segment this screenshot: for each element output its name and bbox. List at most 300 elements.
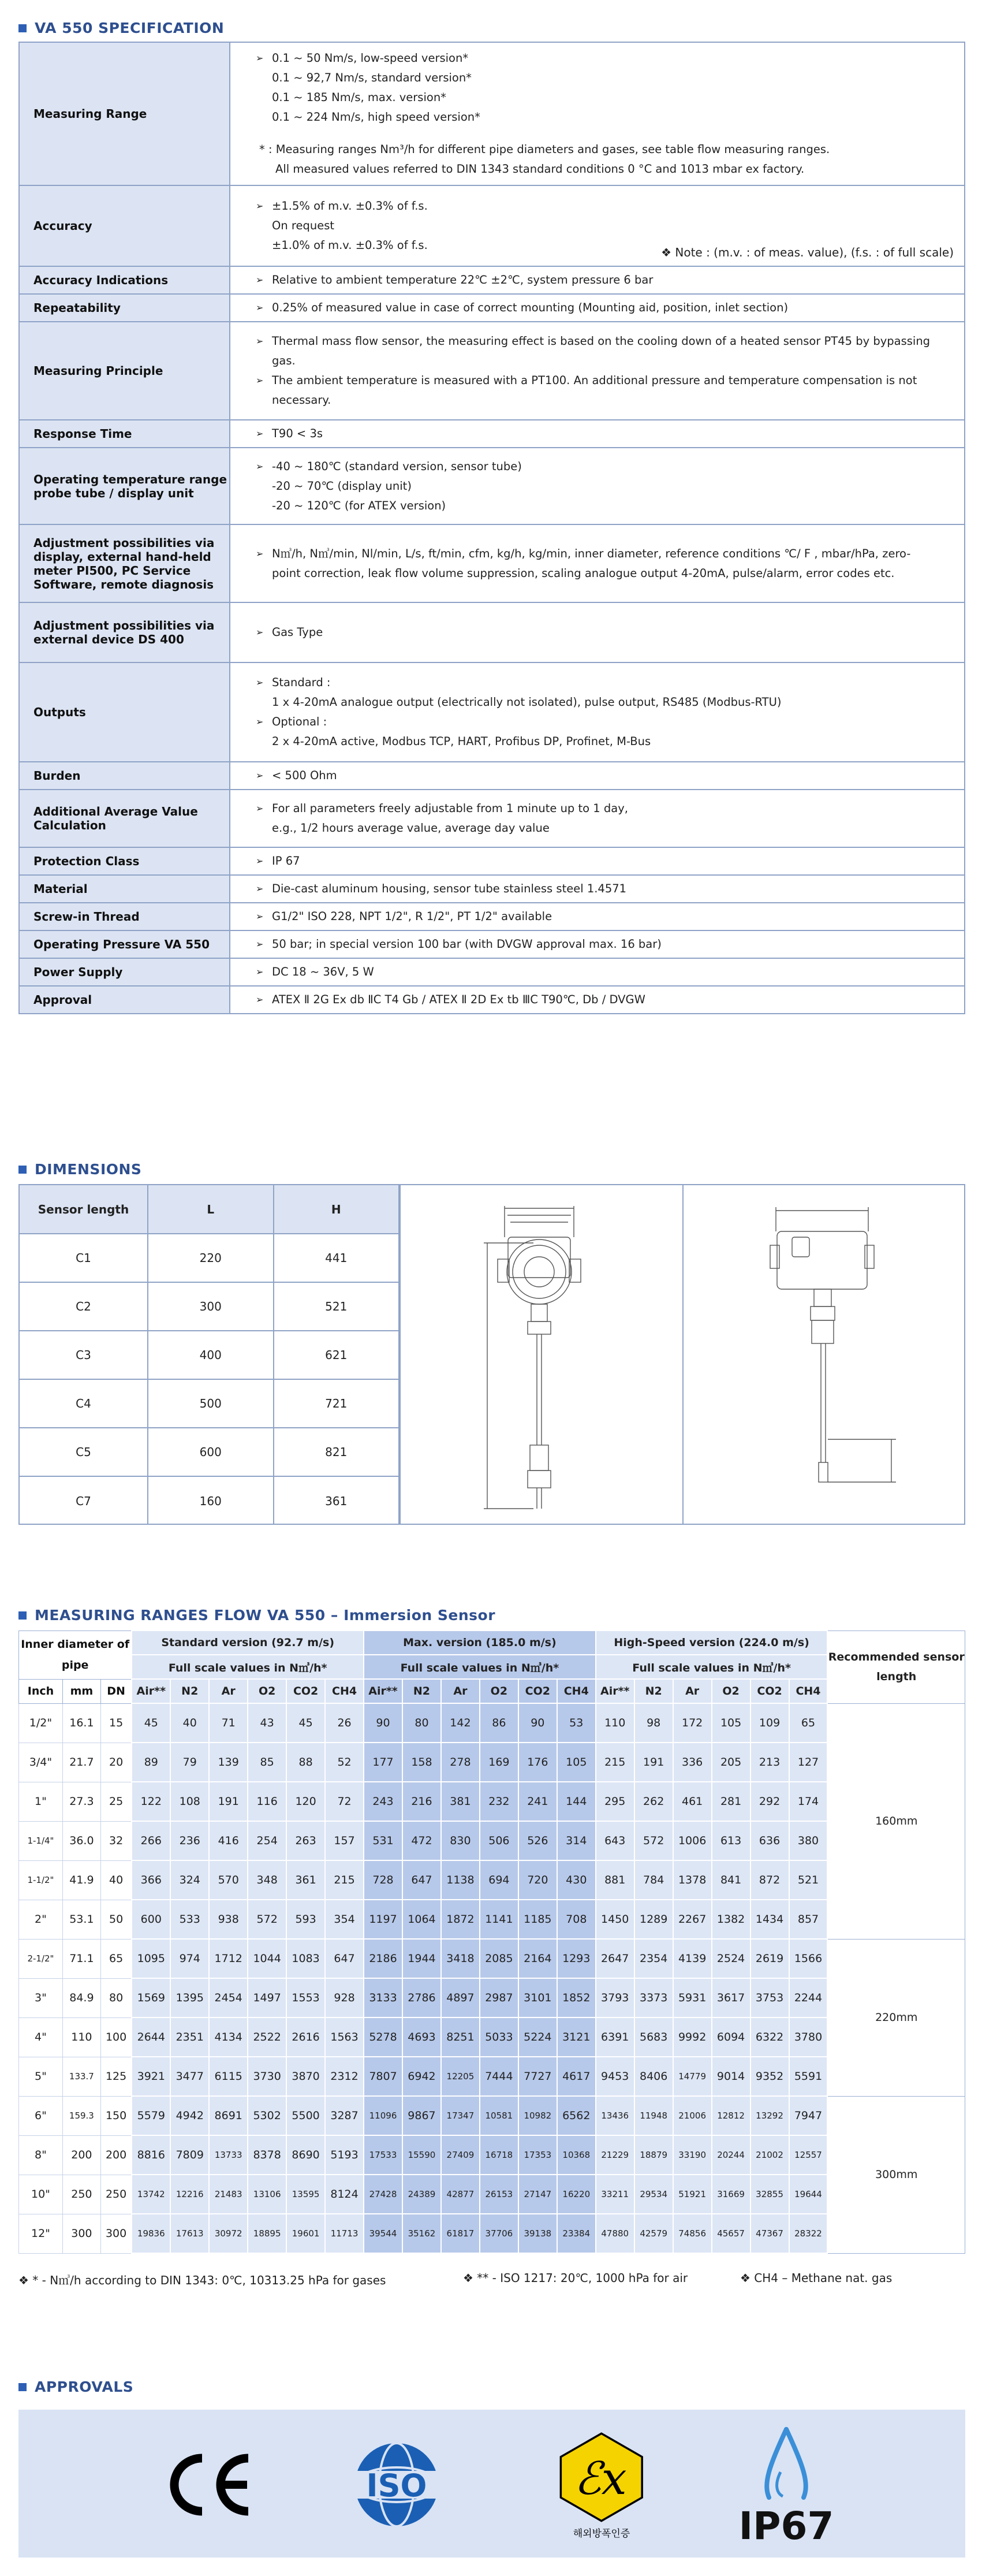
recommended-length-cell: 160mm	[827, 1703, 965, 1939]
flow-cell: 9867	[402, 2096, 441, 2135]
flow-cell: 2354	[634, 1939, 673, 1978]
flow-cell: 3793	[596, 1978, 634, 2017]
flow-gas-header: O2	[480, 1679, 518, 1703]
flow-cell: 40	[170, 1703, 209, 1743]
flow-cell: 6391	[596, 2017, 634, 2057]
flow-table-body	[19, 1703, 965, 2253]
flow-cell: 15590	[402, 2135, 441, 2175]
flow-cell: 13292	[750, 2096, 789, 2135]
spec-line: ➢ G1/2" ISO 228, NPT 1/2", R 1/2", PT 1/2" available	[256, 907, 964, 926]
ip67-logo	[734, 2426, 838, 2549]
flow-cell: 430	[557, 1860, 596, 1900]
flow-cell: 2524	[712, 1939, 750, 1978]
flow-gas-header: Air**	[596, 1679, 634, 1703]
spec-line: ➢ 0.1 ~ 50 Nm/s, low-speed version*	[256, 49, 964, 68]
flow-cell: 4897	[441, 1978, 480, 2017]
spec-row-power	[19, 958, 965, 986]
flow-cell: 5"	[19, 2057, 63, 2096]
ex-logo	[550, 2430, 654, 2543]
front-view-drawing	[399, 1185, 682, 1524]
dim-cell: C5	[20, 1428, 148, 1476]
flow-cell: 5500	[286, 2096, 325, 2135]
sensor-side-view-icon	[684, 1185, 965, 1524]
flow-cell: 1395	[170, 1978, 209, 2017]
flow-cell: 381	[441, 1782, 480, 1821]
spec-row-response	[19, 420, 965, 448]
flow-cell: 1852	[557, 1978, 596, 2017]
flow-cell: 3780	[789, 2017, 828, 2057]
spec-label: Measuring Range	[19, 42, 230, 185]
spec-line: necessary.	[272, 393, 331, 407]
flow-cell: 27.3	[62, 1782, 100, 1821]
flow-cell: 17533	[364, 2135, 402, 2175]
flow-cell: 3121	[557, 2017, 596, 2057]
footnote-ch4: ❖ CH4 – Methane nat. gas	[740, 2271, 893, 2285]
flow-cell: 8691	[209, 2096, 248, 2135]
accuracy-note: ❖ Note : (m.v. : of meas. value), (f.s. : of full scale)	[661, 245, 954, 259]
flow-cell: 216	[402, 1782, 441, 1821]
table-row	[19, 1821, 965, 1860]
flow-cell: 1450	[596, 1900, 634, 1939]
recommended-length-cell: 300mm	[827, 2096, 965, 2253]
flow-cell: 8251	[441, 2017, 480, 2057]
spec-row-protection	[19, 847, 965, 875]
spec-line: ➢ -40 ~ 180℃ (standard version, sensor tube)	[256, 457, 964, 477]
flow-cell: 348	[248, 1860, 286, 1900]
spec-line: On request	[272, 219, 335, 232]
spec-note: * : Measuring ranges Nm³/h for different pipe diameters and gases, see table flow measuring ranges.	[259, 143, 830, 156]
spec-line: ➢ 0.25% of measured value in case of correct mounting (Mounting aid, position, inlet section)	[256, 298, 964, 318]
flow-gas-header: CH4	[789, 1679, 828, 1703]
table-row	[19, 1978, 965, 2017]
flow-cell: 314	[557, 1821, 596, 1860]
flow-cell: 3477	[170, 2057, 209, 2096]
spec-row-burden	[19, 762, 965, 790]
spec-label: Response Time	[19, 420, 230, 448]
spec-label: Repeatability	[19, 294, 230, 322]
dim-cell: 721	[274, 1379, 399, 1428]
flow-cell: 6115	[209, 2057, 248, 2096]
table-row	[20, 1476, 399, 1525]
flow-cell: 1712	[209, 1939, 248, 1978]
spec-value	[230, 266, 965, 294]
flow-gas-header: CO2	[750, 1679, 789, 1703]
flow-cell: 720	[518, 1860, 557, 1900]
flow-header-full-scale: Full scale values in N㎥/h*	[364, 1655, 596, 1679]
dim-cell: 400	[148, 1331, 274, 1379]
flow-cell: 32	[100, 1821, 132, 1860]
flow-cell: 125	[100, 2057, 132, 2096]
spec-line: ➢ 50 bar; in special version 100 bar (with DVGW approval max. 16 bar)	[256, 935, 964, 954]
flow-cell: 2"	[19, 1900, 63, 1939]
flow-cell: 2312	[325, 2057, 364, 2096]
flow-cell: 2647	[596, 1939, 634, 1978]
spec-line: ➢ For all parameters freely adjustable from 1 minute up to 1 day,	[256, 799, 964, 818]
flow-cell: 5033	[480, 2017, 518, 2057]
dim-cell: 300	[148, 1282, 274, 1331]
spec-row-screw	[19, 903, 965, 930]
flow-cell: 830	[441, 1821, 480, 1860]
flow-cell: 110	[62, 2017, 100, 2057]
flow-gas-header: N2	[634, 1679, 673, 1703]
flow-cell: 105	[557, 1743, 596, 1782]
flow-cell: 1-1/2"	[19, 1860, 63, 1900]
spec-line: e.g., 1/2 hours average value, average day value	[272, 821, 550, 835]
flow-cell: 647	[402, 1860, 441, 1900]
flow-cell: 10368	[557, 2135, 596, 2175]
iso-logo	[342, 2439, 451, 2533]
flow-cell: 172	[673, 1703, 712, 1743]
flow-cell: 4139	[673, 1939, 712, 1978]
flow-cell: 61817	[441, 2214, 480, 2253]
flow-cell: 17353	[518, 2135, 557, 2175]
spec-value	[230, 294, 965, 322]
flow-cell: 205	[712, 1743, 750, 1782]
flow-cell: 3730	[248, 2057, 286, 2096]
spec-line: ➢ < 500 Ohm	[256, 766, 964, 786]
spec-line: 1 x 4-20mA analogue output (electrically not isolated), pulse output, RS485 (Modbus-RTU)	[272, 695, 782, 709]
dim-cell: C3	[20, 1331, 148, 1379]
flow-cell: 8"	[19, 2135, 63, 2175]
flow-cell: 2786	[402, 1978, 441, 2017]
flow-cell: 3133	[364, 1978, 402, 2017]
dim-cell: 821	[274, 1428, 399, 1476]
flow-cell: 236	[170, 1821, 209, 1860]
flow-cell: 133.7	[62, 2057, 100, 2096]
flow-cell: 2454	[209, 1978, 248, 2017]
spec-value	[230, 930, 965, 958]
flow-cell: 157	[325, 1821, 364, 1860]
approvals-section-title	[18, 2378, 133, 2395]
flow-cell: 1289	[634, 1900, 673, 1939]
flow-cell: 35162	[402, 2214, 441, 2253]
flow-cell: 613	[712, 1821, 750, 1860]
flow-cell: 2-1/2"	[19, 1939, 63, 1978]
spec-value	[230, 448, 965, 524]
iso-globe-icon	[342, 2439, 451, 2531]
flow-cell: 2351	[170, 2017, 209, 2057]
flow-gas-header: O2	[248, 1679, 286, 1703]
flow-section-title	[18, 1607, 495, 1624]
flow-cell: 1382	[712, 1900, 750, 1939]
flow-cell: 5278	[364, 2017, 402, 2057]
flow-cell: 139	[209, 1743, 248, 1782]
flow-cell: 300	[62, 2214, 100, 2253]
section-square-icon	[18, 1166, 27, 1174]
flow-cell: 5302	[248, 2096, 286, 2135]
flow-cell: 1141	[480, 1900, 518, 1939]
flow-cell: 928	[325, 1978, 364, 2017]
flow-cell: 643	[596, 1821, 634, 1860]
ce-mark-icon	[163, 2450, 255, 2519]
flow-cell: 17347	[441, 2096, 480, 2135]
dim-cell: 621	[274, 1331, 399, 1379]
flow-cell: 1563	[325, 2017, 364, 2057]
flow-cell: 5683	[634, 2017, 673, 2057]
flow-header-max: Max. version (185.0 m/s)	[364, 1631, 596, 1655]
flow-cell: 109	[750, 1703, 789, 1743]
flow-cell: 15	[100, 1703, 132, 1743]
flow-cell: 600	[132, 1900, 170, 1939]
flow-cell: 200	[100, 2135, 132, 2175]
spec-label: Burden	[19, 762, 230, 790]
table-row	[19, 1743, 965, 1782]
flow-cell: 65	[789, 1703, 828, 1743]
flow-cell: 336	[673, 1743, 712, 1782]
flow-header-full-scale: Full scale values in N㎥/h*	[596, 1655, 828, 1679]
flow-header-inch: Inch	[19, 1679, 63, 1703]
spec-label: Protection Class	[19, 847, 230, 875]
flow-cell: 9453	[596, 2057, 634, 2096]
flow-cell: 324	[170, 1860, 209, 1900]
flow-cell: 72	[325, 1782, 364, 1821]
flow-cell: 42877	[441, 2175, 480, 2214]
flow-cell: 159.3	[62, 2096, 100, 2135]
flow-cell: 8406	[634, 2057, 673, 2096]
spec-label: Adjustment possibilities via display, external hand-held meter PI500, PC Service Software, remote diagnosis	[19, 524, 230, 602]
flow-cell: 354	[325, 1900, 364, 1939]
flow-cell: 5193	[325, 2135, 364, 2175]
flow-cell: 79	[170, 1743, 209, 1782]
flow-cell: 142	[441, 1703, 480, 1743]
flow-cell: 33190	[673, 2135, 712, 2175]
flow-cell: 16718	[480, 2135, 518, 2175]
dim-header: H	[274, 1185, 399, 1234]
flow-cell: 5579	[132, 2096, 170, 2135]
flow-gas-header: Ar	[673, 1679, 712, 1703]
spec-row-principle	[19, 322, 965, 420]
spec-label: Operating temperature range probe tube / display unit	[19, 448, 230, 524]
flow-cell: 191	[634, 1743, 673, 1782]
flow-cell: 12812	[712, 2096, 750, 2135]
flow-cell: 938	[209, 1900, 248, 1939]
flow-cell: 43	[248, 1703, 286, 1743]
flow-cell: 2522	[248, 2017, 286, 2057]
spec-label: Accuracy Indications	[19, 266, 230, 294]
flow-cell: 254	[248, 1821, 286, 1860]
flow-cell: 74856	[673, 2214, 712, 2253]
flow-cell: 23384	[557, 2214, 596, 2253]
flow-cell: 20244	[712, 2135, 750, 2175]
flow-cell: 8816	[132, 2135, 170, 2175]
flow-cell: 3753	[750, 1978, 789, 2017]
dim-cell: C4	[20, 1379, 148, 1428]
spec-value	[230, 322, 965, 420]
flow-cell: 7807	[364, 2057, 402, 2096]
flow-cell: 27147	[518, 2175, 557, 2214]
flow-cell: 26	[325, 1703, 364, 1743]
flow-cell: 1083	[286, 1939, 325, 1978]
flow-cell: 531	[364, 1821, 402, 1860]
flow-cell: 4693	[402, 2017, 441, 2057]
spec-line: ➢ Gas Type	[256, 623, 964, 642]
spec-line: ➢ DC 18 ~ 36V, 5 W	[256, 962, 964, 982]
flow-cell: 526	[518, 1821, 557, 1860]
flow-cell: 13733	[209, 2135, 248, 2175]
flow-header-row-3	[19, 1679, 965, 1703]
dim-header: Sensor length	[20, 1185, 148, 1234]
flow-cell: 1566	[789, 1939, 828, 1978]
dim-cell: 600	[148, 1428, 274, 1476]
flow-cell: 7727	[518, 2057, 557, 2096]
flow-cell: 39544	[364, 2214, 402, 2253]
spec-label: Adjustment possibilities via external device DS 400	[19, 602, 230, 662]
flow-cell: 647	[325, 1939, 364, 1978]
flow-cell: 18879	[634, 2135, 673, 2175]
flow-gas-header: CH4	[325, 1679, 364, 1703]
flow-cell: 13106	[248, 2175, 286, 2214]
flow-cell: 21229	[596, 2135, 634, 2175]
flow-cell: 40	[100, 1860, 132, 1900]
flow-cell: 1138	[441, 1860, 480, 1900]
flow-cell: 47880	[596, 2214, 634, 2253]
flow-cell: 25	[100, 1782, 132, 1821]
spec-value	[230, 762, 965, 790]
table-row	[20, 1379, 399, 1428]
flow-cell: 506	[480, 1821, 518, 1860]
flow-cell: 241	[518, 1782, 557, 1821]
flow-cell: 416	[209, 1821, 248, 1860]
flow-cell: 572	[634, 1821, 673, 1860]
spec-line: ➢ The ambient temperature is measured with a PT100. An additional pressure and temperature compensation is not	[256, 371, 964, 390]
flow-cell: 144	[557, 1782, 596, 1821]
flow-cell: 784	[634, 1860, 673, 1900]
flow-cell: 32855	[750, 2175, 789, 2214]
flow-cell: 1185	[518, 1900, 557, 1939]
flow-cell: 3418	[441, 1939, 480, 1978]
flow-gas-header: N2	[402, 1679, 441, 1703]
flow-cell: 98	[634, 1703, 673, 1743]
flow-cell: 11096	[364, 2096, 402, 2135]
flow-cell: 13742	[132, 2175, 170, 2214]
flow-cell: 122	[132, 1782, 170, 1821]
flow-cell: 42579	[634, 2214, 673, 2253]
spec-section-title	[18, 20, 224, 36]
spec-line: gas.	[272, 354, 296, 367]
flow-cell: 12205	[441, 2057, 480, 2096]
flow-cell: 1/2"	[19, 1703, 63, 1743]
flow-cell: 2644	[132, 2017, 170, 2057]
flow-cell: 90	[364, 1703, 402, 1743]
flow-gas-header: Ar	[441, 1679, 480, 1703]
dim-cell: C1	[20, 1234, 148, 1282]
ex-hexagon-icon	[550, 2430, 654, 2540]
spec-line: 2 x 4-20mA active, Modbus TCP, HART, Profibus DP, Profinet, M-Bus	[272, 735, 651, 748]
spec-row-optemp	[19, 448, 965, 524]
spec-line: ➢ Die-cast aluminum housing, sensor tube stainless steel 1.4571	[256, 879, 964, 899]
flow-cell: 10982	[518, 2096, 557, 2135]
flow-cell: 572	[248, 1900, 286, 1939]
flow-cell: 3870	[286, 2057, 325, 2096]
flow-cell: 1434	[750, 1900, 789, 1939]
spec-line: ➢ Optional :	[256, 712, 964, 732]
flow-cell: 85	[248, 1743, 286, 1782]
flow-cell: 6"	[19, 2096, 63, 2135]
spec-line: 0.1 ~ 185 Nm/s, max. version*	[272, 91, 446, 104]
flow-cell: 105	[712, 1703, 750, 1743]
spec-line: 0.1 ~ 224 Nm/s, high speed version*	[272, 110, 480, 124]
spec-value	[230, 847, 965, 875]
flow-cell: 108	[170, 1782, 209, 1821]
section-square-icon	[18, 24, 27, 32]
flow-cell: 50	[100, 1900, 132, 1939]
flow-cell: 9352	[750, 2057, 789, 2096]
table-row	[20, 1234, 399, 1282]
spec-line: 0.1 ~ 92,7 Nm/s, standard version*	[272, 71, 472, 84]
flow-cell: 100	[100, 2017, 132, 2057]
spec-label: Additional Average Value Calculation	[19, 790, 230, 847]
flow-cell: 300	[100, 2214, 132, 2253]
flow-gas-header: Ar	[209, 1679, 248, 1703]
table-row	[19, 1703, 965, 1743]
flow-cell: 4134	[209, 2017, 248, 2057]
spec-label: Power Supply	[19, 958, 230, 986]
flow-cell: 2186	[364, 1939, 402, 1978]
flow-cell: 857	[789, 1900, 828, 1939]
flow-cell: 84.9	[62, 1978, 100, 2017]
spec-line: -20 ~ 120℃ (for ATEX version)	[272, 498, 446, 512]
spec-value	[230, 790, 965, 847]
flow-cell: 881	[596, 1860, 634, 1900]
flow-cell: 461	[673, 1782, 712, 1821]
flow-cell: 16220	[557, 2175, 596, 2214]
flow-cell: 8124	[325, 2175, 364, 2214]
flow-cell: 65	[100, 1939, 132, 1978]
table-row	[20, 1331, 399, 1379]
flow-cell: 1944	[402, 1939, 441, 1978]
flow-header-full-scale: Full scale values in N㎥/h*	[132, 1655, 364, 1679]
spec-value	[230, 185, 965, 266]
flow-cell: 53.1	[62, 1900, 100, 1939]
flow-cell: 1497	[248, 1978, 286, 2017]
spec-line: ➢ IP 67	[256, 851, 964, 871]
flow-cell: 974	[170, 1939, 209, 1978]
flow-cell: 71.1	[62, 1939, 100, 1978]
flow-cell: 3101	[518, 1978, 557, 2017]
flow-gas-header: O2	[712, 1679, 750, 1703]
flow-cell: 262	[634, 1782, 673, 1821]
flow-cell: 6322	[750, 2017, 789, 2057]
flow-cell: 36.0	[62, 1821, 100, 1860]
flow-cell: 694	[480, 1860, 518, 1900]
flow-cell: 3287	[325, 2096, 364, 2135]
flow-cell: 86	[480, 1703, 518, 1743]
flow-cell: 174	[789, 1782, 828, 1821]
flow-cell: 1"	[19, 1782, 63, 1821]
flow-header-row-1	[19, 1631, 965, 1655]
flow-cell: 6094	[712, 2017, 750, 2057]
spec-value	[230, 986, 965, 1014]
flow-cell: 2085	[480, 1939, 518, 1978]
table-row	[19, 1900, 965, 1939]
flow-cell: 31669	[712, 2175, 750, 2214]
flow-cell: 2616	[286, 2017, 325, 2057]
dim-cell: 521	[274, 1282, 399, 1331]
flow-cell: 89	[132, 1743, 170, 1782]
flow-cell: 1095	[132, 1939, 170, 1978]
flow-cell: 295	[596, 1782, 634, 1821]
flow-cell: 19836	[132, 2214, 170, 2253]
flow-cell: 28322	[789, 2214, 828, 2253]
spec-line: ➢ Standard :	[256, 673, 964, 693]
flow-cell: 3617	[712, 1978, 750, 2017]
flow-cell: 1378	[673, 1860, 712, 1900]
table-row	[19, 2214, 965, 2253]
table-row	[19, 1782, 965, 1821]
table-row	[19, 2135, 965, 2175]
flow-cell: 19601	[286, 2214, 325, 2253]
flow-header-mm: mm	[62, 1679, 100, 1703]
